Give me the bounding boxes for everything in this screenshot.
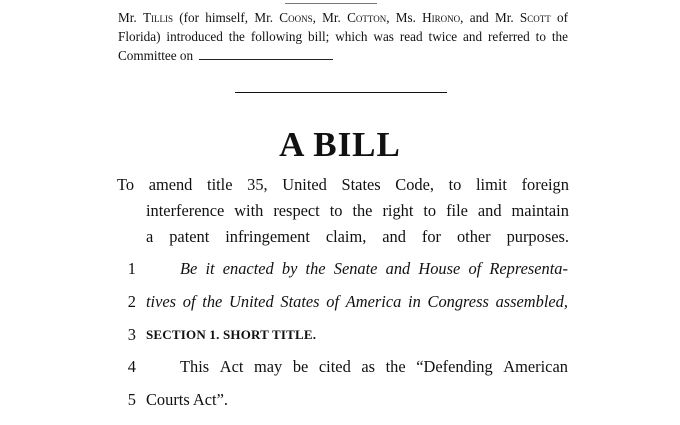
top-rule [285,3,377,4]
purpose-word: and [382,227,406,246]
body-word: enacted [222,259,274,278]
intro-text: Mr. [118,10,143,25]
cosponsor-name: Scott [519,10,551,25]
bill-line-3 [0,325,680,347]
body-word: the [305,259,326,278]
purpose-word: 35, [247,175,268,194]
body-word: “Defending [416,357,493,376]
short-title-text [180,357,568,377]
intro-text: , Ms. [386,10,423,25]
body-word: and [385,259,411,278]
body-word: Act [219,357,244,376]
body-word: the [202,292,223,311]
purpose-word: patent [169,227,210,246]
section-heading: SECTION 1. SHORT TITLE. [146,327,317,342]
purpose-word: file [446,201,468,220]
intro-text: , Mr. [312,10,348,25]
purpose-word: interference [146,201,225,220]
cosponsor-name: Coons [279,10,313,25]
section-divider [235,92,447,93]
body-word: Congress [427,292,489,311]
body-word: it [205,259,215,278]
purpose-word: foreign [521,175,569,194]
purpose-word: infringement [225,227,310,246]
body-word: States [280,292,320,311]
purpose-word: United [282,175,327,194]
committee-blank-line [199,58,333,60]
purpose-line-1 [117,172,569,198]
bill-line-1 [0,259,680,281]
body-word: House [418,259,461,278]
purpose-word: Code, [395,175,434,194]
purpose-word: to [423,201,437,220]
body-word: of [326,292,340,311]
cosponsor-name: Hirono [422,10,461,25]
body-word: assembled, [495,292,568,311]
purpose-word: other [456,227,491,246]
line-number: 1 [127,259,136,278]
purpose-word: States [341,175,381,194]
line-number: 5 [127,390,136,409]
sponsor-name: Tillis [142,10,173,25]
short-title-text-continued: Courts Act”. [146,390,228,409]
purpose-word: a [146,227,154,246]
purpose-word: amend [148,175,193,194]
purpose-line-3 [117,224,569,250]
intro-text: , and Mr. [460,10,520,25]
purpose-word: right [382,201,414,220]
body-word: American [503,357,568,376]
body-word: tives [146,292,177,311]
purpose-line-2 [117,198,569,224]
line-number: 3 [127,325,136,344]
purpose-word: purposes. [506,227,569,246]
intro-text: (for himself, Mr. [173,10,280,25]
bill-heading: A BILL [279,125,401,164]
purpose-word: and [477,201,502,220]
body-word: the [385,357,406,376]
purpose-word: to [329,201,343,220]
cosponsor-name: Cotton [347,10,387,25]
body-word: may [254,357,283,376]
line-number: 4 [127,357,136,376]
intro-text: of Florida) introduced the following bill; which was read twice and referred to the Committee on [118,10,568,63]
purpose-word: title [207,175,233,194]
purpose-word: to [448,175,462,194]
purpose-word: To [117,175,135,194]
purpose-word: claim, [325,227,367,246]
body-word: of [468,259,482,278]
purpose-word: for [421,227,442,246]
purpose-word: the [352,201,373,220]
purpose-word: respect [273,201,320,220]
purpose-word: with [234,201,264,220]
line-number: 2 [127,292,136,311]
purpose-word: maintain [511,201,569,220]
enacting-clause [180,259,568,279]
body-word: of [182,292,196,311]
body-word: This [180,357,210,376]
body-word: Representa- [489,259,568,278]
body-word: cited [318,357,351,376]
body-word: by [281,259,298,278]
bill-line-2 [0,292,680,314]
purpose-word: limit [476,175,507,194]
body-word: in [408,292,421,311]
body-word: as [361,357,376,376]
body-word: United [229,292,274,311]
body-word: America [345,292,402,311]
body-word: be [292,357,309,376]
bill-line-4 [0,357,680,379]
body-word: Senate [333,259,378,278]
purpose-clause [117,172,569,250]
introduction-paragraph [118,8,568,65]
body-word: Be [180,259,198,278]
bill-line-5 [0,390,680,412]
enacting-clause-continued [146,292,568,312]
